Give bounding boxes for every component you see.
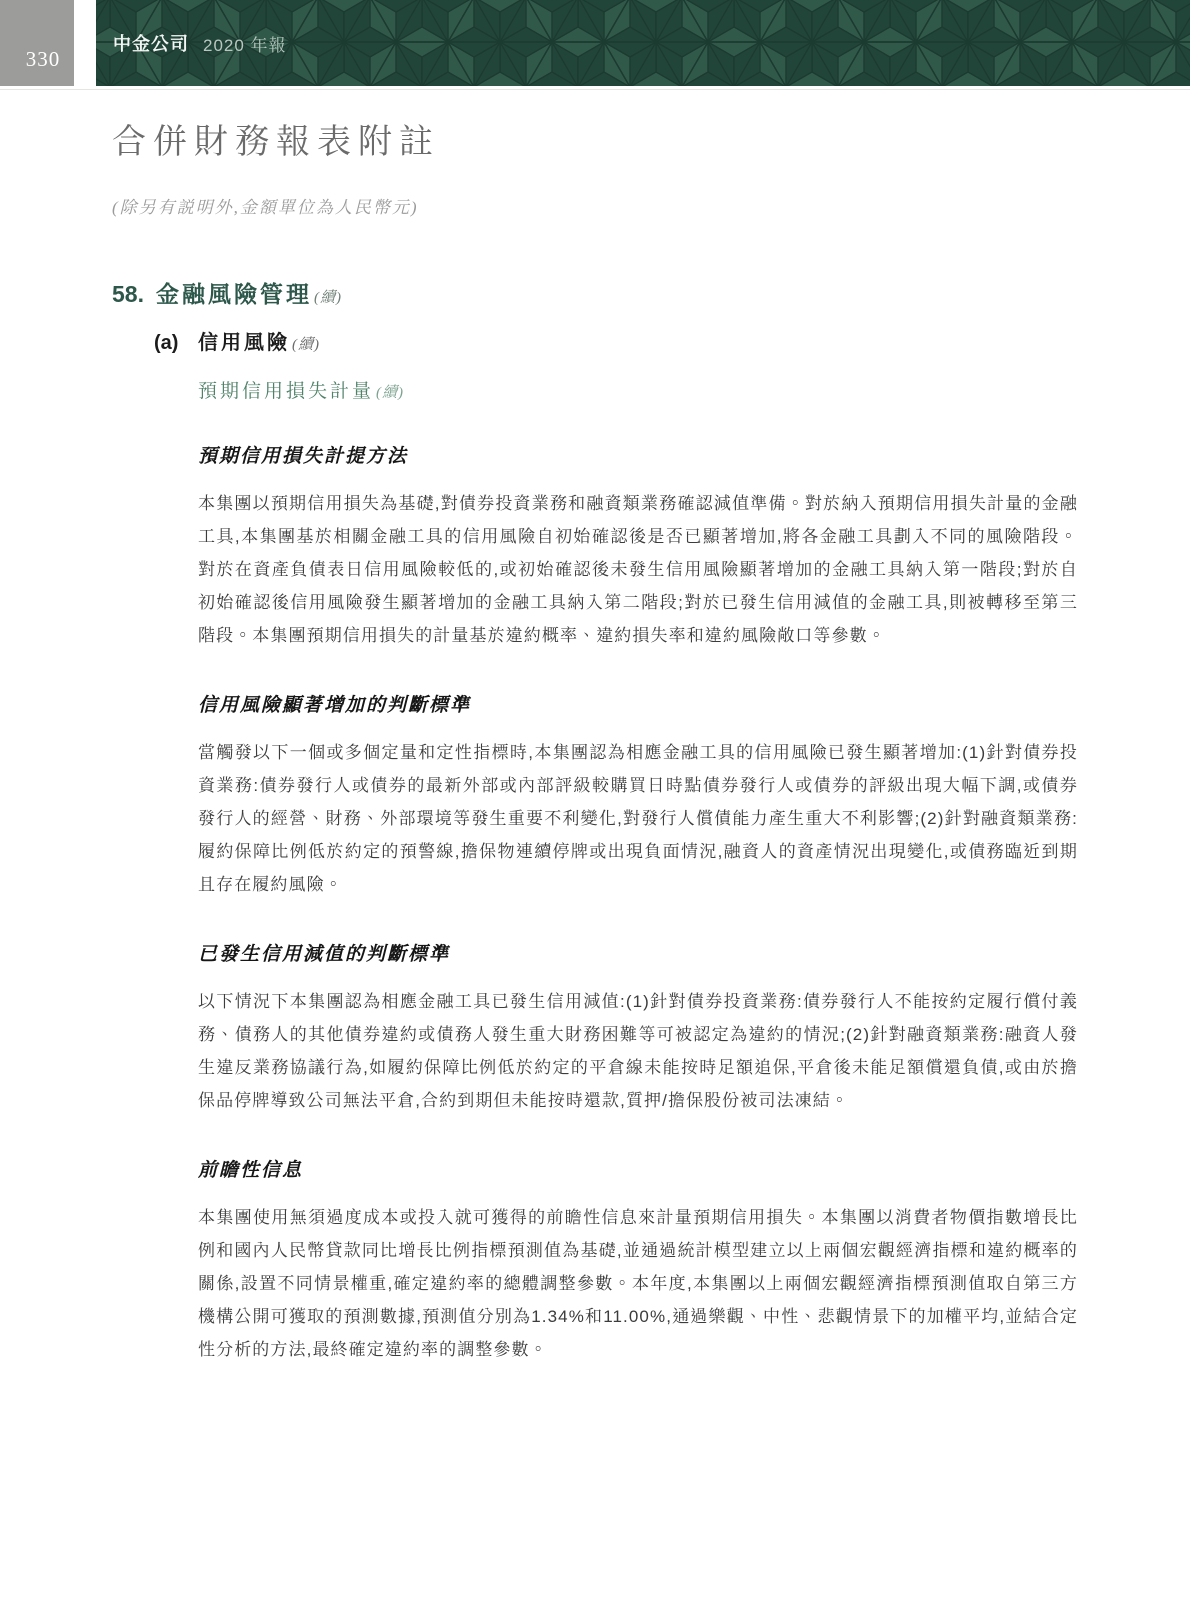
section-number: 58. [112, 281, 144, 307]
block-forward-looking-info [198, 1155, 1078, 1366]
block-heading: 信用風險顯著增加的判斷標準 [198, 695, 472, 716]
text-blocks [198, 441, 1078, 1366]
block-sicr-criteria [198, 690, 1078, 901]
block-impairment-criteria [198, 939, 1078, 1117]
topic-continued-mark: (續) [376, 385, 405, 401]
company-name: 中金公司 [113, 34, 189, 54]
block-heading: 預期信用損失計提方法 [198, 446, 409, 467]
block-paragraph: 當觸發以下一個或多個定量和定性指標時,本集團認為相應金融工具的信用風險已發生顯著增加:(1)針對債券投資業務:債券發行人或債券的最新外部或內部評級較購買日時點債券發行人或債券的評級出現大幅下調,或債券發行人的經營、財務、外部環境等發生重要不利變化,對發行人償債能力產生重大不利影響;(2)針對融資類業務:履約保障比例低於約定的預警線,擔保物連續停牌或出現負面情況,融資人的資產情況出現變化,或債務臨近到期且存在履約風險。 [198, 743, 1078, 894]
page-number-tab [0, 0, 74, 86]
block-paragraph: 本集團使用無須過度成本或投入就可獲得的前瞻性信息來計量預期信用損失。本集團以消費者物價指數增長比例和國內人民幣貸款同比增長比例指標預測值為基礎,並通過統計模型建立以上兩個宏觀經濟指標和違約概率的關係,設置不同情景權重,確定違約率的總體調整參數。本年度,本集團以上兩個宏觀經濟指標預測值取自第三方機構公開可獲取的預測數據,預測值分別為1.34%和11.00%,通過樂觀、中性、悲觀情景下的加權平均,並結合定性分析的方法,最終確定違約率的調整參數。 [198, 1208, 1078, 1359]
page-title: 合併財務報表附註 [112, 124, 440, 161]
section-title: 金融風險管理 [156, 281, 312, 307]
section-continued-mark: (續) [314, 290, 342, 306]
subsection-heading [154, 326, 1078, 355]
topic-title: 預期信用損失計量 [198, 381, 375, 402]
header-divider [0, 89, 1190, 90]
section-heading [112, 276, 1078, 309]
band-text [113, 0, 287, 86]
block-paragraph: 本集團以預期信用損失為基礎,對債券投資業務和融資類業務確認減值準備。對於納入預期信用損失計量的金融工具,本集團基於相關金融工具的信用風險自初始確認後是否已顯著增加,將各金融工具劃入不同的風險階段。對於在資產負債表日信用風險較低的,或初始確認後未發生信用風險顯著增加的金融工具納入第一階段;對於自初始確認後信用風險發生顯著增加的金融工具納入第二階段;對於已發生信用減值的金融工具,則被轉移至第三階段。本集團預期信用損失的計量基於違約概率、違約損失率和違約風險敞口等參數。 [198, 494, 1078, 645]
header-band [96, 0, 1190, 86]
block-heading: 已發生信用減值的判斷標準 [198, 944, 451, 965]
block-ecl-method [198, 441, 1078, 652]
block-paragraph: 以下情況下本集團認為相應金融工具已發生信用減值:(1)針對債券投資業務:債券發行人不能按約定履行償付義務、債務人的其他債券違約或債務人發生重大財務困難等可被認定為違約的情況;(2)針對融資類業務:融資人發生違反業務協議行為,如履約保障比例低於約定的平倉線未能按時足額追保,平倉後未能足額償還負債,或由於擔保品停牌導致公司無法平倉,合約到期但未能按時還款,質押/擔保股份被司法凍結。 [198, 992, 1078, 1110]
page-header [0, 0, 1190, 92]
topic-heading [198, 376, 1078, 403]
block-heading: 前瞻性信息 [198, 1160, 304, 1181]
subsection-title: 信用風險 [198, 332, 290, 354]
subsection-label: (a) [154, 332, 179, 354]
page-content [0, 92, 1190, 1366]
page-subtitle: (除另有説明外,金額單位為人民幣元) [112, 198, 419, 217]
subsection-continued-mark: (續) [292, 337, 320, 353]
report-year: 2020 年報 [203, 35, 287, 55]
page-number: 330 [25, 47, 61, 71]
